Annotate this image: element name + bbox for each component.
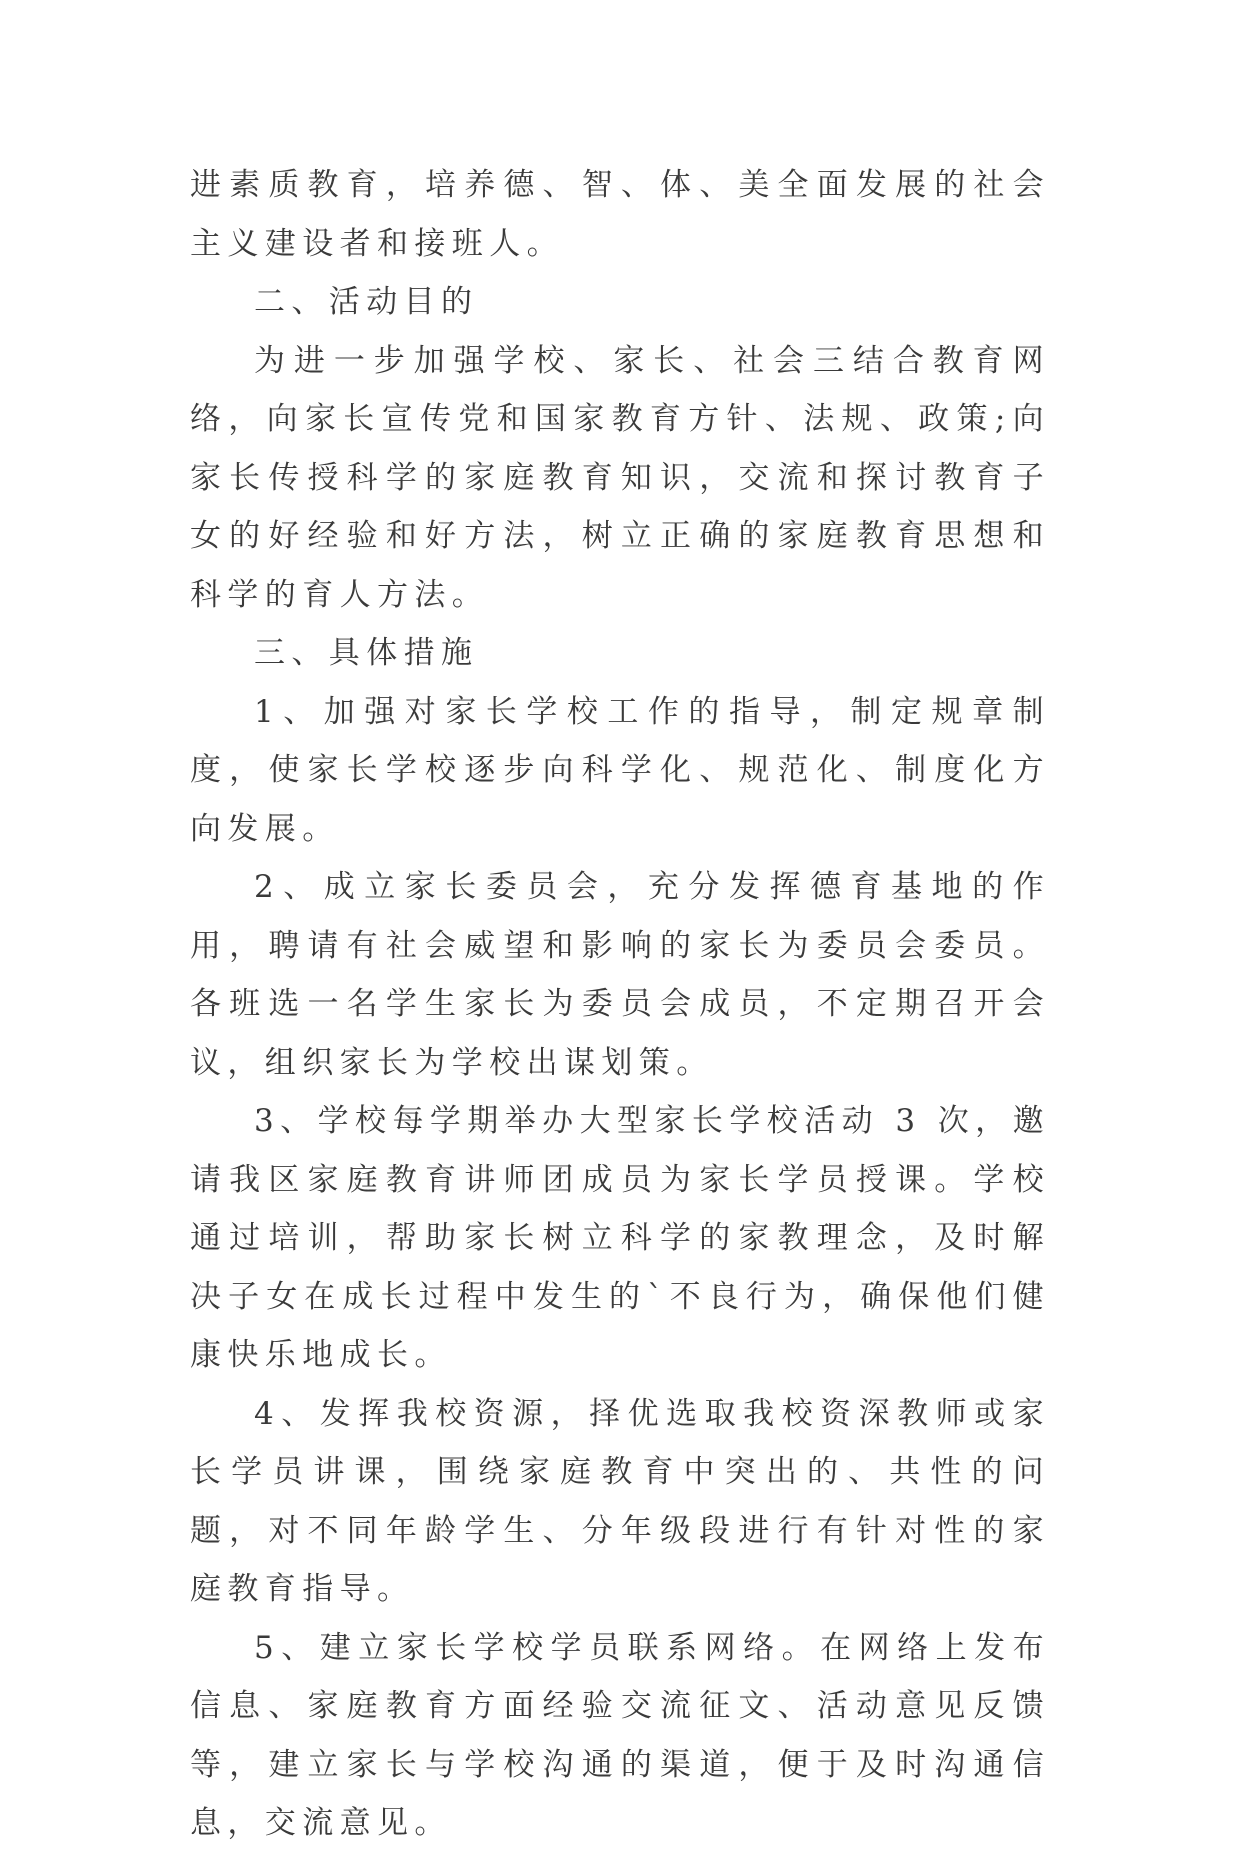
- measure-item-1: 1、加强对家长学校工作的指导，制定规章制度，使家长学校逐步向科学化、规范化、制度化方向发展。: [190, 693, 1050, 847]
- paragraph-purpose: 为进一步加强学校、家长、社会三结合教育网络，向家长宣传党和国家教育方针、法规、政策;向家长传授科学的家庭教育知识，交流和探讨教育子女的好经验和好方法，树立正确的家庭教育思想和科学的育人方法。: [190, 342, 1050, 613]
- measure-item-2: 2、成立家长委员会，充分发挥德育基地的作用，聘请有社会威望和影响的家长为委员会委员。各班选一名学生家长为委员会成员，不定期召开会议，组织家长为学校出谋划策。: [190, 869, 1050, 1081]
- measure-item-5: 5、建立家长学校学员联系网络。在网络上发布信息、家庭教育方面经验交流征文、活动意见反馈等，建立家长与学校沟通的渠道，便于及时沟通信息，交流意见。: [190, 1629, 1050, 1841]
- section-heading-purpose: 二、活动目的: [254, 284, 479, 320]
- paragraph-continuation: 进素质教育，培养德、智、体、美全面发展的社会主义建设者和接班人。: [190, 167, 1050, 262]
- measure-item-4: 4、发挥我校资源，择优选取我校资深教师或家长学员讲课，围绕家庭教育中突出的、共性的问题，对不同年龄学生、分年级段进行有针对性的家庭教育指导。: [190, 1395, 1050, 1607]
- measure-item-3: 3、学校每学期举办大型家长学校活动 3 次，邀请我区家庭教育讲师团成员为家长学员授课。学校通过培训，帮助家长树立科学的家教理念，及时解决子女在成长过程中发生的`不良行为，确保他们健康快乐地成长。: [190, 1103, 1050, 1373]
- document-body: [190, 156, 1050, 1853]
- section-heading-measures: 三、具体措施: [254, 635, 479, 671]
